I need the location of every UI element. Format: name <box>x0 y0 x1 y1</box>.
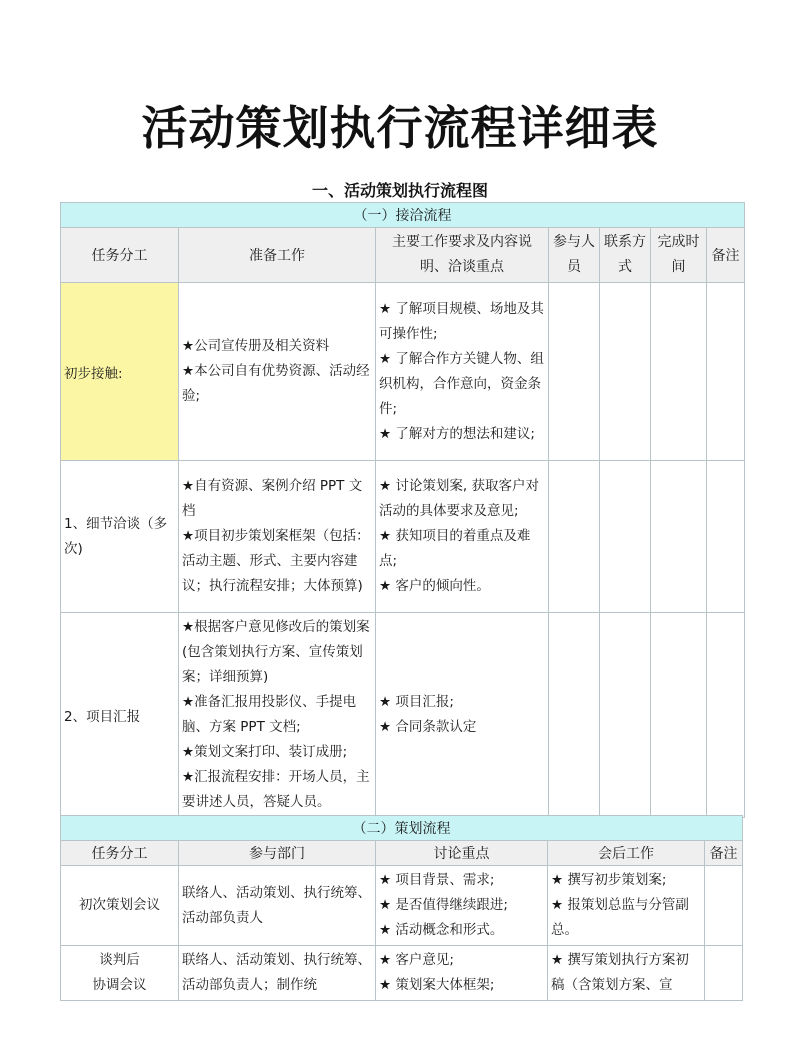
focus-item: ★ 项目汇报; <box>379 694 454 710</box>
table-row <box>61 946 743 1001</box>
document-title: 活动策划执行流程详细表 <box>141 101 659 155</box>
focus-cell <box>376 283 549 461</box>
notes-cell <box>707 461 745 613</box>
deadline-cell <box>651 613 707 818</box>
prep-item: ★准备汇报用投影仪、手提电脑、方案 PPT 文档; <box>182 694 357 735</box>
task-line: 协调会议 <box>92 977 147 993</box>
notes-cell <box>707 283 745 461</box>
planning-process-table <box>60 815 743 1001</box>
focus-item: ★ 了解合作方关键人物、组织机构，合作意向，资金条件; <box>379 350 544 417</box>
deadline-cell <box>651 461 707 613</box>
focus-cell <box>376 461 549 613</box>
prep-cell <box>179 283 376 461</box>
focus-item: ★ 活动概念和形式。 <box>379 922 504 938</box>
focus-cell <box>376 866 548 946</box>
dept-cell <box>179 866 376 946</box>
contact-cell <box>600 461 651 613</box>
after-item: ★ 撰写初步策划案; <box>551 872 667 888</box>
prep-cell <box>179 461 376 613</box>
contact-cell <box>600 283 651 461</box>
participants-cell <box>549 461 600 613</box>
focus-item: ★ 是否值得继续跟进; <box>379 897 508 913</box>
focus-cell <box>376 613 549 818</box>
prep-item: ★自有资源、案例介绍 PPT 文档 <box>182 478 363 519</box>
contact-cell <box>600 613 651 818</box>
focus-item: ★ 了解项目规模、场地及其可操作性; <box>379 300 544 342</box>
col-header-prep: 准备工作 <box>179 228 376 283</box>
focus-item: ★ 合同条款认定 <box>379 719 477 735</box>
col-header-notes: 备注 <box>705 841 743 866</box>
dept-item: 联络人、活动策划、执行统筹、活动部负责人；制作统 <box>182 952 371 993</box>
table-row <box>61 283 745 461</box>
section-heading: 一、活动策划执行流程图 <box>311 181 488 200</box>
table-row <box>61 461 745 613</box>
table-header-row <box>61 841 743 866</box>
col-header-notes: 备注 <box>707 228 745 283</box>
prep-item: ★项目初步策划案框架（包括：活动主题、形式、主要内容建议；执行流程安排；大体预算) <box>182 528 370 594</box>
col-header-participants: 参与人员 <box>549 228 600 283</box>
deadline-cell <box>651 283 707 461</box>
task-cell: 1、细节洽谈（多次) <box>61 461 179 613</box>
focus-item: ★ 策划案大体框架; <box>379 977 495 993</box>
focus-item: ★ 项目背景、需求; <box>379 872 495 888</box>
prep-cell <box>179 613 376 818</box>
prep-item: ★公司宣传册及相关资料 <box>182 338 330 354</box>
col-header-contact: 联系方式 <box>600 228 651 283</box>
prep-item: ★根据客户意见修改后的策划案(包含策划执行方案、宣传策划案；详细预算) <box>182 619 370 685</box>
notes-cell <box>707 613 745 818</box>
after-item: ★ 撰写策划执行方案初稿（含策划方案、宣 <box>551 952 689 993</box>
focus-cell <box>376 946 548 1001</box>
col-header-task: 任务分工 <box>61 841 179 866</box>
col-header-followup: 会后工作 <box>548 841 705 866</box>
table-banner-row <box>61 816 743 841</box>
dept-item: 联络人、活动策划、执行统筹、活动部负责人 <box>182 884 371 926</box>
after-cell <box>548 946 705 1001</box>
col-header-departments: 参与部门 <box>179 841 376 866</box>
task-cell: 2、项目汇报 <box>61 613 179 818</box>
table-header-row <box>61 228 745 283</box>
focus-item: ★ 了解对方的想法和建议; <box>379 425 535 442</box>
participants-cell <box>549 613 600 818</box>
contact-process-table <box>60 202 745 818</box>
after-cell <box>548 866 705 946</box>
task-cell: 初步接触: <box>61 283 179 461</box>
prep-item: ★本公司自有优势资源、活动经验; <box>182 363 370 404</box>
col-header-deadline: 完成时间 <box>651 228 707 283</box>
task-line: 初次策划会议 <box>79 897 160 913</box>
task-cell <box>61 866 179 946</box>
prep-item: ★策划文案打印、装订成册; <box>182 744 348 760</box>
col-header-focus: 主要工作要求及内容说明、洽谈重点 <box>376 228 549 283</box>
focus-item: ★ 获知项目的着重点及难点; <box>379 528 531 569</box>
dept-cell <box>179 946 376 1001</box>
prep-item: ★汇报流程安排：开场人员，主要讲述人员，答疑人员。 <box>182 769 370 810</box>
task-cell <box>61 946 179 1001</box>
col-header-task: 任务分工 <box>61 228 179 283</box>
planning-process-title: （二）策划流程 <box>61 816 743 841</box>
contact-process-title: （一）接洽流程 <box>61 203 745 228</box>
focus-item: ★ 客户的倾向性。 <box>379 578 490 594</box>
task-line: 谈判后 <box>99 952 140 968</box>
notes-cell <box>705 866 743 946</box>
col-header-discussion: 讨论重点 <box>376 841 548 866</box>
table-banner-row <box>61 203 745 228</box>
focus-item: ★ 客户意见; <box>379 952 454 968</box>
table-row <box>61 613 745 818</box>
after-item: ★ 报策划总监与分管副总。 <box>551 897 689 938</box>
focus-item: ★ 讨论策划案, 获取客户对活动的具体要求及意见; <box>379 478 539 519</box>
table-row <box>61 866 743 946</box>
notes-cell <box>705 946 743 1001</box>
participants-cell <box>549 283 600 461</box>
